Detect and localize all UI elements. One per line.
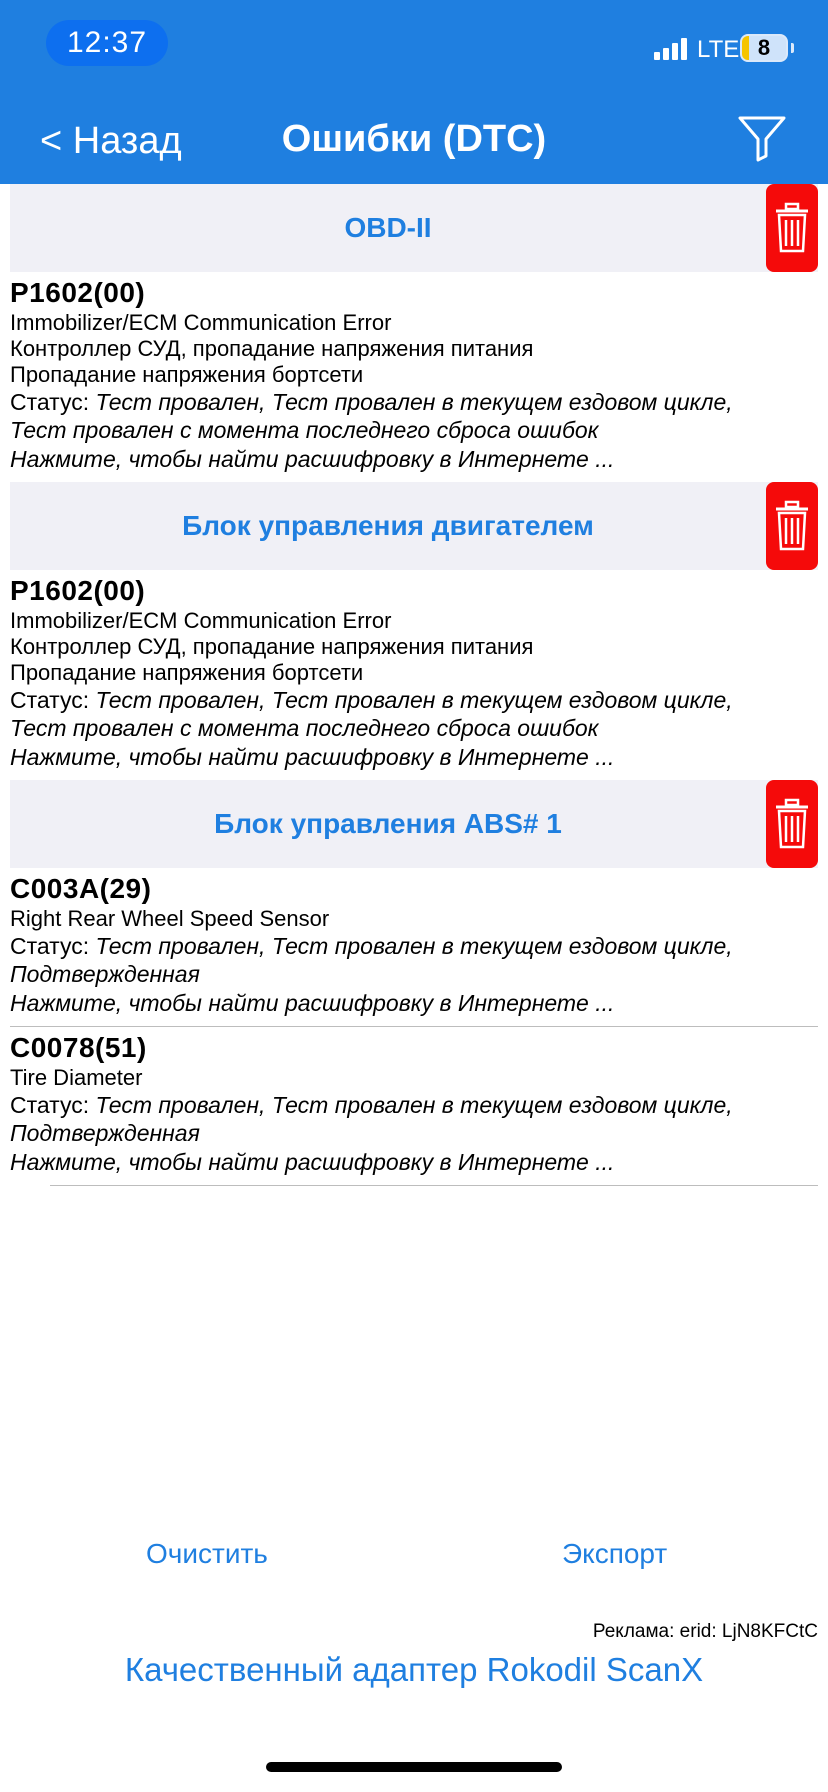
dtc-status-continued: Подтвержденная [10,1120,200,1146]
section-obd2 [0,184,828,482]
dtc-description: Right Rear Wheel Speed Sensor [10,906,330,931]
status-value: Тест провален, Тест провален в текущем ездовом цикле, [95,687,733,713]
status-value: Тест провален, Тест провален в текущем ездовом цикле, [95,389,733,415]
navigation-bar [0,0,828,184]
ad-banner-link[interactable]: Качественный адаптер Rokodil ScanX [124,1651,704,1688]
delete-section-button[interactable] [766,482,818,570]
section-title: OBD-II [344,212,432,243]
status-label: Статус: [10,687,96,713]
dtc-description: Tire Diameter [10,1065,143,1090]
trash-icon [774,201,810,255]
battery-tip [791,43,794,53]
dtc-description: Контроллер СУД, пропадание напряжения питания [10,336,534,361]
section-header [10,482,818,570]
dtc-item[interactable] [0,272,828,482]
delete-section-button[interactable] [766,184,818,272]
search-online-link[interactable]: Нажмите, чтобы найти расшифровку в Интернете ... [10,744,615,770]
section-header [10,184,818,272]
section-header [10,780,818,868]
dtc-status [10,932,818,960]
dtc-item[interactable] [0,570,828,780]
network-type: LTE [697,36,740,63]
dtc-item[interactable] [0,1027,828,1185]
dtc-description: Пропадание напряжения бортсети [10,362,364,387]
cellular-signal-icon [654,36,688,60]
dtc-code: C0078(51) [10,1032,147,1063]
home-indicator[interactable] [266,1762,562,1772]
clear-button[interactable]: Очистить [146,1538,268,1569]
dtc-description: Immobilizer/ECM Communication Error [10,608,392,633]
search-online-link[interactable]: Нажмите, чтобы найти расшифровку в Интернете ... [10,1149,615,1175]
delete-section-button[interactable] [766,780,818,868]
search-online-link[interactable]: Нажмите, чтобы найти расшифровку в Интернете ... [10,990,615,1016]
dtc-code: C003A(29) [10,873,152,904]
dtc-status-continued: Тест провален с момента последнего сброса ошибок [10,417,599,443]
trash-icon [774,499,810,553]
section-engine-ecu [0,482,828,780]
battery-level: 8 [757,35,771,60]
row-separator [50,1185,818,1186]
dtc-status-continued: Тест провален с момента последнего сброса ошибок [10,715,599,741]
dtc-status [10,686,818,714]
back-button[interactable]: < Назад [40,120,182,162]
ad-label: Реклама: erid: LjN8KFCtC [592,1621,818,1642]
status-value: Тест провален, Тест провален в текущем ездовом цикле, [95,1092,733,1118]
status-label: Статус: [10,933,96,959]
filter-funnel-icon[interactable] [736,112,788,164]
trash-icon [774,797,810,851]
dtc-code: P1602(00) [10,277,146,308]
dtc-description: Immobilizer/ECM Communication Error [10,310,392,335]
section-abs [0,780,828,1186]
status-value: Тест провален, Тест провален в текущем ездовом цикле, [95,933,733,959]
battery-icon [740,34,788,62]
page-title: Ошибки (DTC) [281,118,547,160]
dtc-status [10,388,818,416]
dtc-status [10,1091,818,1119]
dtc-list [0,184,828,1186]
status-label: Статус: [10,389,96,415]
status-time: 12:37 [46,20,168,66]
status-label: Статус: [10,1092,96,1118]
section-title: Блок управления ABS# 1 [214,808,562,839]
dtc-status-continued: Подтвержденная [10,961,200,987]
section-title: Блок управления двигателем [182,510,594,541]
dtc-description: Пропадание напряжения бортсети [10,660,364,685]
search-online-link[interactable]: Нажмите, чтобы найти расшифровку в Интернете ... [10,446,615,472]
dtc-code: P1602(00) [10,575,146,606]
dtc-description: Контроллер СУД, пропадание напряжения питания [10,634,534,659]
export-button[interactable]: Экспорт [562,1538,668,1569]
dtc-item[interactable] [0,868,828,1026]
